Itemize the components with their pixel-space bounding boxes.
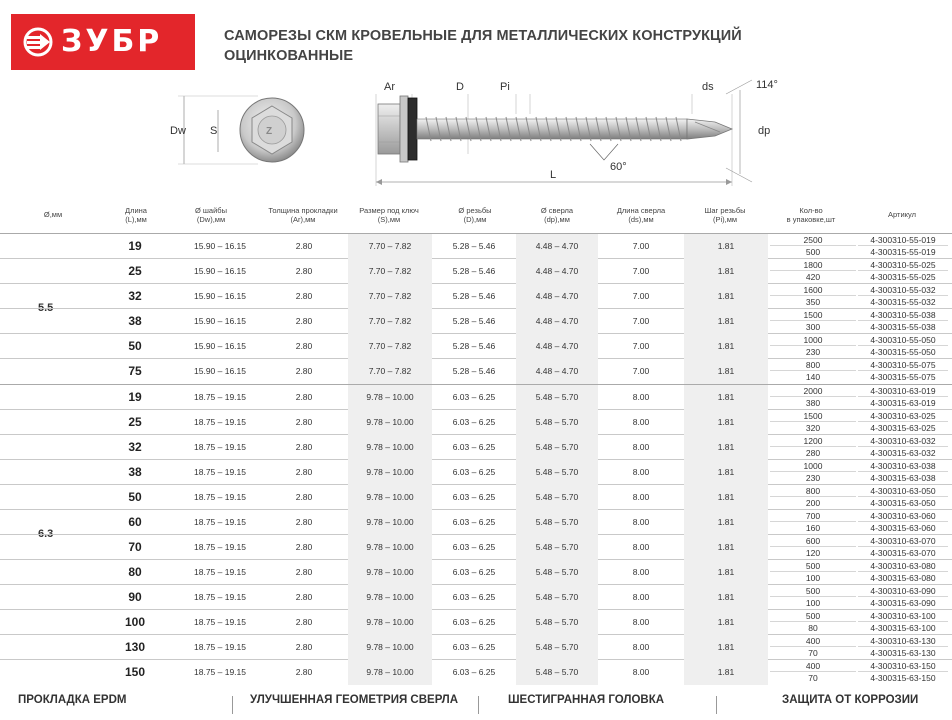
label-ds: ds xyxy=(702,81,714,93)
cell-gasket: 2.80 xyxy=(295,241,313,251)
col-diameter: Ø,мм xyxy=(43,210,63,219)
cell-key-size: 9.78 – 10.00 xyxy=(348,585,432,610)
cell-drill: 5.48 – 5.70 xyxy=(516,385,598,410)
cell-article: 4-300310-63-032 xyxy=(858,435,948,447)
cell-thread: 6.03 – 6.25 xyxy=(452,617,496,627)
cell-qty: 320 xyxy=(805,423,821,433)
cell-thread: 5.28 – 5.46 xyxy=(452,291,496,301)
label-l: L xyxy=(550,169,557,181)
cell-washer: 18.75 – 19.15 xyxy=(194,642,246,652)
feature-epdm: ПРОКЛАДКА EPDM xyxy=(18,694,127,706)
table-row xyxy=(0,435,952,460)
page-title-line1: САМОРЕЗЫ СКМ КРОВЕЛЬНЫЕ ДЛЯ МЕТАЛЛИЧЕСКИХ КОНСТРУКЦИЙ xyxy=(224,28,742,44)
cell-qty: 120 xyxy=(805,548,821,558)
label-angle-tip: 114° xyxy=(756,79,778,91)
label-ar: Ar xyxy=(384,81,395,93)
cell-key-size: 9.78 – 10.00 xyxy=(348,560,432,585)
cell-drill-length: 8.00 xyxy=(632,617,650,627)
cell-gasket: 2.80 xyxy=(295,366,313,376)
cell-thread: 6.03 – 6.25 xyxy=(452,642,496,652)
cell-drill: 5.48 – 5.70 xyxy=(516,660,598,685)
col-article: Артикул xyxy=(888,210,916,219)
cell-key-size: 7.70 – 7.82 xyxy=(348,334,432,359)
cell-length: 150 xyxy=(124,665,146,679)
cell-length: 70 xyxy=(128,540,142,554)
cell-qty: 230 xyxy=(805,347,821,357)
cell-key-size: 7.70 – 7.82 xyxy=(348,284,432,309)
cell-length: 19 xyxy=(128,239,142,253)
cell-article: 4-300315-55-050 xyxy=(870,347,936,357)
cell-gasket: 2.80 xyxy=(295,492,313,502)
cell-qty: 100 xyxy=(805,598,821,608)
cell-key-size: 9.78 – 10.00 xyxy=(348,510,432,535)
cell-drill-length: 8.00 xyxy=(632,592,650,602)
cell-drill-length: 8.00 xyxy=(632,517,650,527)
page-title xyxy=(224,26,784,66)
table-row xyxy=(0,284,952,309)
cell-qty: 230 xyxy=(805,473,821,483)
cell-washer: 15.90 – 16.15 xyxy=(194,341,246,351)
cell-washer: 15.90 – 16.15 xyxy=(194,366,246,376)
cell-article: 4-300310-63-060 xyxy=(858,510,948,522)
cell-drill: 5.48 – 5.70 xyxy=(516,510,598,535)
cell-length: 38 xyxy=(128,465,142,479)
cell-drill-length: 8.00 xyxy=(632,467,650,477)
cell-length: 19 xyxy=(128,390,142,404)
cell-thread: 6.03 – 6.25 xyxy=(452,467,496,477)
cell-article: 4-300315-63-070 xyxy=(870,548,936,558)
label-pi: Pi xyxy=(500,81,510,93)
cell-article: 4-300310-55-050 xyxy=(858,334,948,346)
screw-side-view xyxy=(360,74,790,194)
table-row xyxy=(0,560,952,585)
cell-drill: 5.48 – 5.70 xyxy=(516,460,598,485)
cell-length: 25 xyxy=(128,415,142,429)
cell-length: 60 xyxy=(128,515,142,529)
cell-gasket: 2.80 xyxy=(295,291,313,301)
cell-qty: 500 xyxy=(770,585,856,597)
cell-qty: 1200 xyxy=(770,435,856,447)
table-row xyxy=(0,385,952,410)
specs-table xyxy=(0,204,952,683)
cell-article: 4-300310-55-075 xyxy=(858,359,948,371)
cell-article: 4-300310-63-070 xyxy=(858,535,948,547)
cell-washer: 18.75 – 19.15 xyxy=(194,517,246,527)
table-row xyxy=(0,309,952,334)
features-bar xyxy=(0,694,952,716)
label-d: D xyxy=(456,81,464,93)
cell-gasket: 2.80 xyxy=(295,266,313,276)
cell-qty: 800 xyxy=(770,359,856,371)
cell-qty: 400 xyxy=(770,660,856,672)
cell-drill-length: 8.00 xyxy=(632,567,650,577)
cell-thread: 6.03 – 6.25 xyxy=(452,567,496,577)
cell-drill: 4.48 – 4.70 xyxy=(516,359,598,384)
cell-pitch: 1.81 xyxy=(684,309,768,334)
cell-article: 4-300315-63-032 xyxy=(870,448,936,458)
cell-drill-length: 8.00 xyxy=(632,442,650,452)
cell-pitch: 1.81 xyxy=(684,510,768,535)
cell-pitch: 1.81 xyxy=(684,284,768,309)
cell-qty: 70 xyxy=(808,648,818,658)
cell-pitch: 1.81 xyxy=(684,359,768,384)
cell-length: 38 xyxy=(128,314,142,328)
table-row xyxy=(0,460,952,485)
col-qty: Кол-во в упаковке,шт xyxy=(786,206,836,224)
cell-drill-length: 8.00 xyxy=(632,492,650,502)
cell-gasket: 2.80 xyxy=(295,667,313,677)
cell-article: 4-300310-63-019 xyxy=(858,385,948,397)
cell-washer: 18.75 – 19.15 xyxy=(194,617,246,627)
cell-pitch: 1.81 xyxy=(684,610,768,635)
cell-qty: 500 xyxy=(770,610,856,622)
cell-gasket: 2.80 xyxy=(295,341,313,351)
cell-thread: 6.03 – 6.25 xyxy=(452,417,496,427)
svg-text:Z: Z xyxy=(266,126,273,137)
cell-drill: 4.48 – 4.70 xyxy=(516,259,598,284)
table-row xyxy=(0,635,952,660)
cell-drill: 5.48 – 5.70 xyxy=(516,585,598,610)
cell-length: 75 xyxy=(128,364,142,378)
cell-key-size: 9.78 – 10.00 xyxy=(348,535,432,560)
cell-qty: 2000 xyxy=(770,385,856,397)
cell-thread: 6.03 – 6.25 xyxy=(452,392,496,402)
cell-article: 4-300315-63-050 xyxy=(870,498,936,508)
cell-pitch: 1.81 xyxy=(684,435,768,460)
col-pitch: Шаг резьбы (Pi),мм xyxy=(704,206,746,224)
cell-gasket: 2.80 xyxy=(295,542,313,552)
group-diameter: 5.5 xyxy=(38,302,54,314)
table-row xyxy=(0,259,952,284)
cell-gasket: 2.80 xyxy=(295,517,313,527)
cell-pitch: 1.81 xyxy=(684,660,768,685)
cell-qty: 70 xyxy=(808,673,818,683)
cell-article: 4-300310-63-150 xyxy=(858,660,948,672)
cell-gasket: 2.80 xyxy=(295,417,313,427)
table-row xyxy=(0,610,952,635)
cell-article: 4-300310-55-038 xyxy=(858,309,948,321)
cell-gasket: 2.80 xyxy=(295,316,313,326)
table-row xyxy=(0,510,952,535)
cell-gasket: 2.80 xyxy=(295,642,313,652)
cell-article: 4-300315-63-130 xyxy=(870,648,936,658)
cell-qty: 1000 xyxy=(770,334,856,346)
cell-drill: 5.48 – 5.70 xyxy=(516,410,598,435)
cell-key-size: 9.78 – 10.00 xyxy=(348,610,432,635)
cell-qty: 2500 xyxy=(770,234,856,246)
cell-drill: 4.48 – 4.70 xyxy=(516,309,598,334)
cell-washer: 18.75 – 19.15 xyxy=(194,542,246,552)
feature-hex-head: ШЕСТИГРАННАЯ ГОЛОВКА xyxy=(508,694,665,706)
cell-gasket: 2.80 xyxy=(295,567,313,577)
col-drill: Ø сверла (dp),мм xyxy=(540,206,574,224)
cell-drill: 4.48 – 4.70 xyxy=(516,334,598,359)
cell-gasket: 2.80 xyxy=(295,467,313,477)
cell-key-size: 7.70 – 7.82 xyxy=(348,309,432,334)
cell-washer: 18.75 – 19.15 xyxy=(194,442,246,452)
cell-drill-length: 8.00 xyxy=(632,542,650,552)
cell-qty: 1000 xyxy=(770,460,856,472)
cell-drill-length: 7.00 xyxy=(632,341,650,351)
diameter-group xyxy=(0,233,952,384)
cell-drill-length: 8.00 xyxy=(632,392,650,402)
cell-thread: 5.28 – 5.46 xyxy=(452,266,496,276)
brand-logo xyxy=(11,14,195,70)
table-row xyxy=(0,234,952,259)
col-length: Длина (L),мм xyxy=(125,206,147,224)
table-row xyxy=(0,660,952,685)
cell-length: 80 xyxy=(128,565,142,579)
cell-thread: 5.28 – 5.46 xyxy=(452,241,496,251)
screw-head-front-view xyxy=(170,88,320,178)
label-s: S xyxy=(210,125,218,137)
cell-length: 32 xyxy=(128,440,142,454)
cell-article: 4-300315-63-038 xyxy=(870,473,936,483)
table-row xyxy=(0,359,952,384)
cell-thread: 5.28 – 5.46 xyxy=(452,366,496,376)
cell-drill: 5.48 – 5.70 xyxy=(516,635,598,660)
cell-key-size: 9.78 – 10.00 xyxy=(348,460,432,485)
col-gasket: Толщина прокладки (Ar),мм xyxy=(268,206,338,224)
cell-drill-length: 8.00 xyxy=(632,667,650,677)
cell-drill-length: 7.00 xyxy=(632,291,650,301)
group-diameter: 6.3 xyxy=(38,528,54,540)
cell-key-size: 9.78 – 10.00 xyxy=(348,435,432,460)
table-row xyxy=(0,334,952,359)
cell-qty: 800 xyxy=(770,485,856,497)
col-thread: Ø резьбы (D),мм xyxy=(458,206,492,224)
cell-key-size: 7.70 – 7.82 xyxy=(348,359,432,384)
cell-drill: 4.48 – 4.70 xyxy=(516,284,598,309)
cell-washer: 18.75 – 19.15 xyxy=(194,592,246,602)
cell-pitch: 1.81 xyxy=(684,234,768,259)
cell-washer: 18.75 – 19.15 xyxy=(194,467,246,477)
label-angle-thread: 60° xyxy=(610,161,627,173)
cell-drill: 5.48 – 5.70 xyxy=(516,560,598,585)
cell-pitch: 1.81 xyxy=(684,334,768,359)
cell-article: 4-300315-63-080 xyxy=(870,573,936,583)
cell-pitch: 1.81 xyxy=(684,410,768,435)
page-title-line2: ОЦИНКОВАННЫЕ xyxy=(224,48,354,64)
cell-article: 4-300310-55-032 xyxy=(858,284,948,296)
cell-length: 50 xyxy=(128,339,142,353)
cell-gasket: 2.80 xyxy=(295,617,313,627)
cell-qty: 140 xyxy=(805,372,821,382)
cell-drill-length: 8.00 xyxy=(632,642,650,652)
cell-drill: 5.48 – 5.70 xyxy=(516,485,598,510)
cell-qty: 500 xyxy=(805,247,821,257)
cell-article: 4-300315-63-100 xyxy=(870,623,936,633)
cell-pitch: 1.81 xyxy=(684,535,768,560)
brand-arrow-icon xyxy=(23,27,53,57)
cell-article: 4-300310-63-050 xyxy=(858,485,948,497)
cell-length: 100 xyxy=(124,615,146,629)
diameter-group xyxy=(0,384,952,685)
cell-qty: 420 xyxy=(805,272,821,282)
cell-drill: 5.48 – 5.70 xyxy=(516,610,598,635)
table-row xyxy=(0,585,952,610)
cell-gasket: 2.80 xyxy=(295,392,313,402)
cell-key-size: 9.78 – 10.00 xyxy=(348,485,432,510)
cell-article: 4-300315-55-032 xyxy=(870,297,936,307)
cell-article: 4-300310-63-025 xyxy=(858,410,948,422)
cell-article: 4-300315-55-038 xyxy=(870,322,936,332)
table-row xyxy=(0,410,952,435)
cell-article: 4-300310-55-025 xyxy=(858,259,948,271)
cell-key-size: 9.78 – 10.00 xyxy=(348,660,432,685)
col-drill-length: Длина сверла (ds),мм xyxy=(616,206,666,224)
cell-gasket: 2.80 xyxy=(295,442,313,452)
cell-qty: 100 xyxy=(805,573,821,583)
brand-name: ЗУБР xyxy=(61,24,163,59)
cell-pitch: 1.81 xyxy=(684,635,768,660)
feature-drill-geometry: УЛУЧШЕННАЯ ГЕОМЕТРИЯ СВЕРЛА xyxy=(250,694,459,706)
cell-qty: 200 xyxy=(805,498,821,508)
cell-washer: 15.90 – 16.15 xyxy=(194,266,246,276)
table-row xyxy=(0,535,952,560)
cell-article: 4-300310-63-130 xyxy=(858,635,948,647)
cell-washer: 18.75 – 19.15 xyxy=(194,567,246,577)
cell-length: 25 xyxy=(128,264,142,278)
cell-washer: 18.75 – 19.15 xyxy=(194,667,246,677)
cell-article: 4-300315-63-150 xyxy=(870,673,936,683)
cell-drill: 4.48 – 4.70 xyxy=(516,234,598,259)
cell-key-size: 7.70 – 7.82 xyxy=(348,234,432,259)
cell-pitch: 1.81 xyxy=(684,460,768,485)
cell-key-size: 7.70 – 7.82 xyxy=(348,259,432,284)
cell-pitch: 1.81 xyxy=(684,259,768,284)
cell-thread: 5.28 – 5.46 xyxy=(452,316,496,326)
cell-article: 4-300315-55-075 xyxy=(870,372,936,382)
cell-article: 4-300315-63-090 xyxy=(870,598,936,608)
cell-qty: 1800 xyxy=(770,259,856,271)
cell-qty: 300 xyxy=(805,322,821,332)
cell-qty: 350 xyxy=(805,297,821,307)
cell-length: 50 xyxy=(128,490,142,504)
cell-thread: 6.03 – 6.25 xyxy=(452,442,496,452)
cell-washer: 15.90 – 16.15 xyxy=(194,291,246,301)
cell-length: 90 xyxy=(128,590,142,604)
cell-qty: 1500 xyxy=(770,309,856,321)
cell-article: 4-300310-63-080 xyxy=(858,560,948,572)
cell-article: 4-300315-55-025 xyxy=(870,272,936,282)
cell-thread: 6.03 – 6.25 xyxy=(452,592,496,602)
cell-key-size: 9.78 – 10.00 xyxy=(348,385,432,410)
cell-pitch: 1.81 xyxy=(684,485,768,510)
cell-washer: 18.75 – 19.15 xyxy=(194,417,246,427)
cell-gasket: 2.80 xyxy=(295,592,313,602)
feature-divider xyxy=(716,696,717,714)
cell-drill-length: 8.00 xyxy=(632,417,650,427)
cell-qty: 700 xyxy=(770,510,856,522)
cell-drill-length: 7.00 xyxy=(632,316,650,326)
cell-washer: 15.90 – 16.15 xyxy=(194,241,246,251)
cell-washer: 15.90 – 16.15 xyxy=(194,316,246,326)
cell-qty: 280 xyxy=(805,448,821,458)
cell-qty: 1600 xyxy=(770,284,856,296)
cell-qty: 600 xyxy=(770,535,856,547)
cell-article: 4-300310-63-038 xyxy=(858,460,948,472)
cell-key-size: 9.78 – 10.00 xyxy=(348,410,432,435)
col-washer: Ø шайбы (Dw),мм xyxy=(195,206,227,224)
cell-qty: 1500 xyxy=(770,410,856,422)
cell-thread: 5.28 – 5.46 xyxy=(452,341,496,351)
cell-article: 4-300315-63-060 xyxy=(870,523,936,533)
cell-article: 4-300310-63-100 xyxy=(858,610,948,622)
feature-divider xyxy=(232,696,233,714)
feature-divider xyxy=(478,696,479,714)
cell-thread: 6.03 – 6.25 xyxy=(452,667,496,677)
cell-qty: 400 xyxy=(770,635,856,647)
cell-thread: 6.03 – 6.25 xyxy=(452,542,496,552)
cell-pitch: 1.81 xyxy=(684,385,768,410)
table-body xyxy=(0,233,952,685)
cell-article: 4-300310-63-090 xyxy=(858,585,948,597)
cell-pitch: 1.81 xyxy=(684,560,768,585)
cell-key-size: 9.78 – 10.00 xyxy=(348,635,432,660)
cell-article: 4-300310-55-019 xyxy=(858,234,948,246)
table-row xyxy=(0,485,952,510)
table-header xyxy=(0,204,952,231)
cell-article: 4-300315-55-019 xyxy=(870,247,936,257)
cell-length: 32 xyxy=(128,289,142,303)
cell-pitch: 1.81 xyxy=(684,585,768,610)
col-key: Размер под ключ (S),мм xyxy=(359,206,419,224)
cell-drill: 5.48 – 5.70 xyxy=(516,435,598,460)
cell-washer: 18.75 – 19.15 xyxy=(194,392,246,402)
cell-drill-length: 7.00 xyxy=(632,266,650,276)
cell-qty: 160 xyxy=(805,523,821,533)
cell-qty: 380 xyxy=(805,398,821,408)
cell-drill-length: 7.00 xyxy=(632,241,650,251)
cell-length: 130 xyxy=(124,640,146,654)
cell-qty: 80 xyxy=(808,623,818,633)
feature-corrosion: ЗАЩИТА ОТ КОРРОЗИИ xyxy=(782,694,919,706)
cell-qty: 500 xyxy=(770,560,856,572)
cell-article: 4-300315-63-019 xyxy=(870,398,936,408)
label-dw: Dw xyxy=(170,125,186,137)
cell-thread: 6.03 – 6.25 xyxy=(452,517,496,527)
cell-drill-length: 7.00 xyxy=(632,366,650,376)
cell-washer: 18.75 – 19.15 xyxy=(194,492,246,502)
cell-drill: 5.48 – 5.70 xyxy=(516,535,598,560)
label-dp: dp xyxy=(758,125,771,137)
cell-thread: 6.03 – 6.25 xyxy=(452,492,496,502)
cell-article: 4-300315-63-025 xyxy=(870,423,936,433)
